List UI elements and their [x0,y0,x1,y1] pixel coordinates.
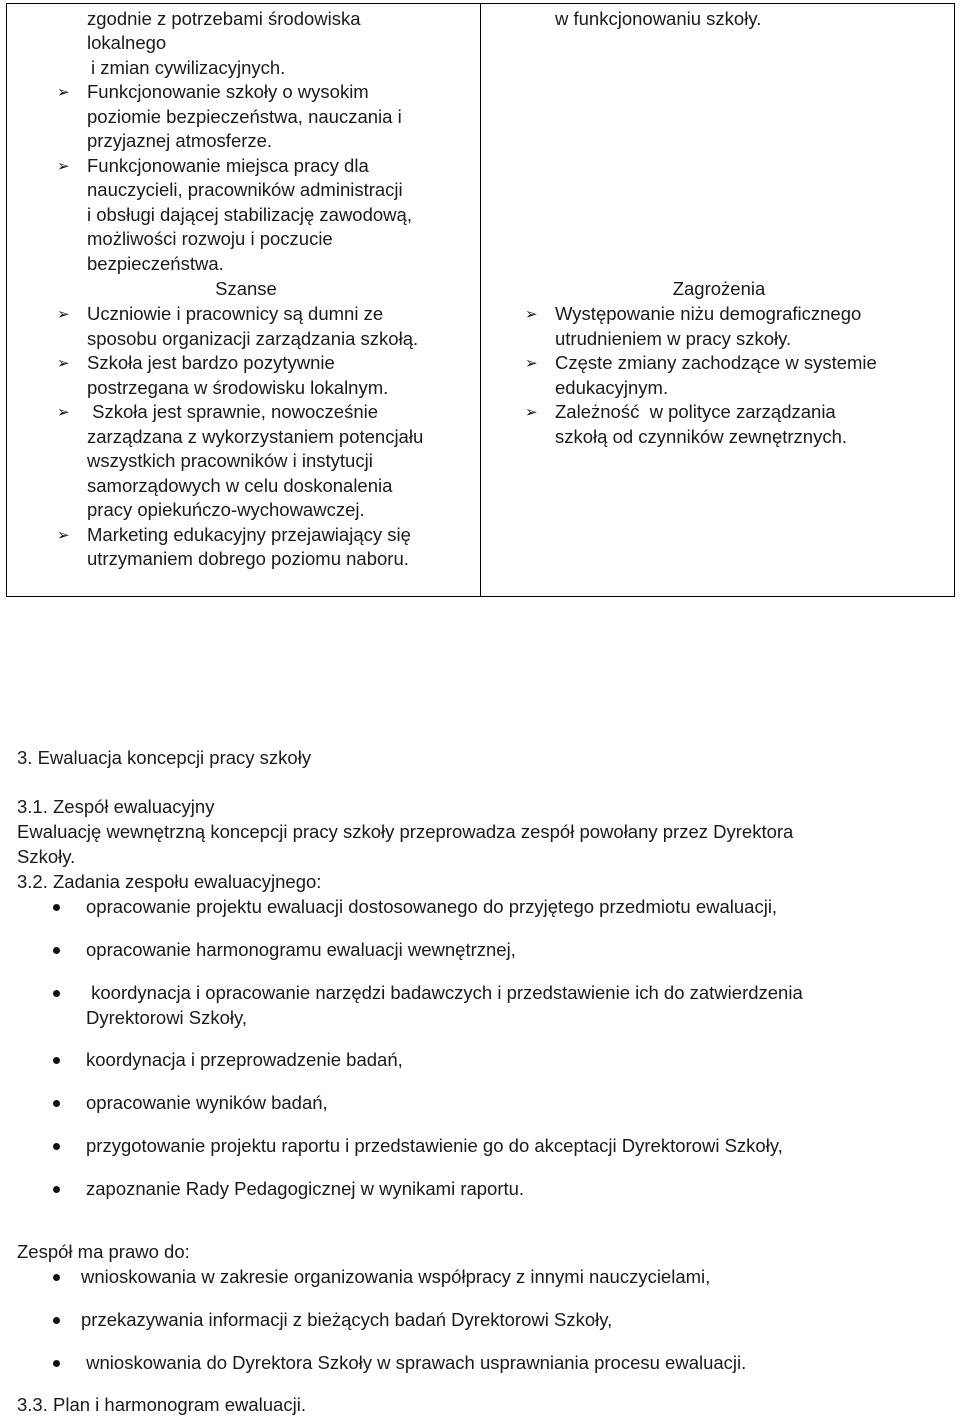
list-item: ➢ Szkoła jest sprawnie, nowocześnie zarządzana z wykorzystaniem potencjału wszystkich pracowników i instytucji samorządowych w celu doskonalenia pracy opiekuńczo-wychowawczej. [21,400,481,523]
list-item: koordynacja i opracowanie narzędzi badawczych i przedstawienie ich do zatwierdzenia Dyrektorowi Szkoły, [17,981,947,1048]
rights-heading: Zespół ma prawo do: [17,1241,190,1262]
subsection-3-2: 3.2. Zadania zespołu ewaluacyjnego: [17,871,322,892]
list-item: ➢ Marketing edukacyjny przejawiający się utrzymaniem dobrego poziomu naboru. [21,523,481,572]
strengths-list-cont [21,80,481,276]
subsection-3-3: 3.3. Plan i harmonogram ewaluacji. [17,1394,306,1415]
left-continuation-2: lokalnego [87,32,167,53]
paragraph-line-1: Ewaluację wewnętrzną koncepcji pracy szkoły przeprowadza zespół powołany przez Dyrektora [17,821,794,842]
swot-table [6,3,955,597]
list-item: ➢ Występowanie niżu demograficznego utrudnieniem w pracy szkoły. [489,302,949,351]
zagrozenia-heading: Zagrożenia [672,278,766,299]
list-item: opracowanie wyników badań, [17,1091,947,1134]
list-item: ➢ Funkcjonowanie miejsca pracy dla nauczycieli, pracowników administracji i obsługi dającej stabilizację zawodową, możliwości rozwoju i poczucie bezpieczeństwa. [21,154,481,277]
left-continuation-1: zgodnie z potrzebami środowiska [87,8,361,29]
tasks-list [17,895,947,1220]
list-item: przygotowanie projektu raportu i przedstawienie go do akceptacji Dyrektorowi Szkoły, [17,1134,947,1177]
list-item: koordynacja i przeprowadzenie badań, [17,1048,947,1091]
zagrozenia-list [489,302,949,449]
list-item: wnioskowania w zakresie organizowania współpracy z innymi nauczycielami, [17,1265,947,1308]
list-item: ➢ Szkoła jest bardzo pozytywnie postrzegana w środowisku lokalnym. [21,351,481,400]
list-item: ➢ Uczniowie i pracownicy są dumni ze sposobu organizacji zarządzania szkołą. [21,302,481,351]
list-item: opracowanie projektu ewaluacji dostosowanego do przyjętego przedmiotu ewaluacji, [17,895,947,938]
section-heading: 3. Ewaluacja koncepcji pracy szkoły [17,747,312,768]
list-item: przekazywania informacji z bieżących badań Dyrektorowi Szkoły, [17,1308,947,1351]
paragraph-line-2: Szkoły. [17,846,76,867]
list-item: zapoznanie Rady Pedagogicznej w wynikami raportu. [17,1177,947,1220]
rights-list [17,1265,947,1394]
subsection-3-1: 3.1. Zespół ewaluacyjny [17,796,215,817]
list-item: wnioskowania do Dyrektora Szkoły w sprawach usprawniania procesu ewaluacji. [17,1351,947,1394]
list-item: ➢ Zależność w polityce zarządzania szkołą od czynników zewnętrznych. [489,400,949,449]
right-continuation-1: w funkcjonowaniu szkoły. [555,8,762,29]
list-item: ➢ Częste zmiany zachodzące w systemie edukacyjnym. [489,351,949,400]
szanse-list [21,302,481,572]
list-item: ➢ Funkcjonowanie szkoły o wysokim poziomie bezpieczeństwa, nauczania i przyjaznej atmosferze. [21,80,481,154]
szanse-heading: Szanse [215,278,277,299]
list-item: opracowanie harmonogramu ewaluacji wewnętrznej, [17,938,947,981]
left-continuation-3: i zmian cywilizacyjnych. [91,57,286,78]
